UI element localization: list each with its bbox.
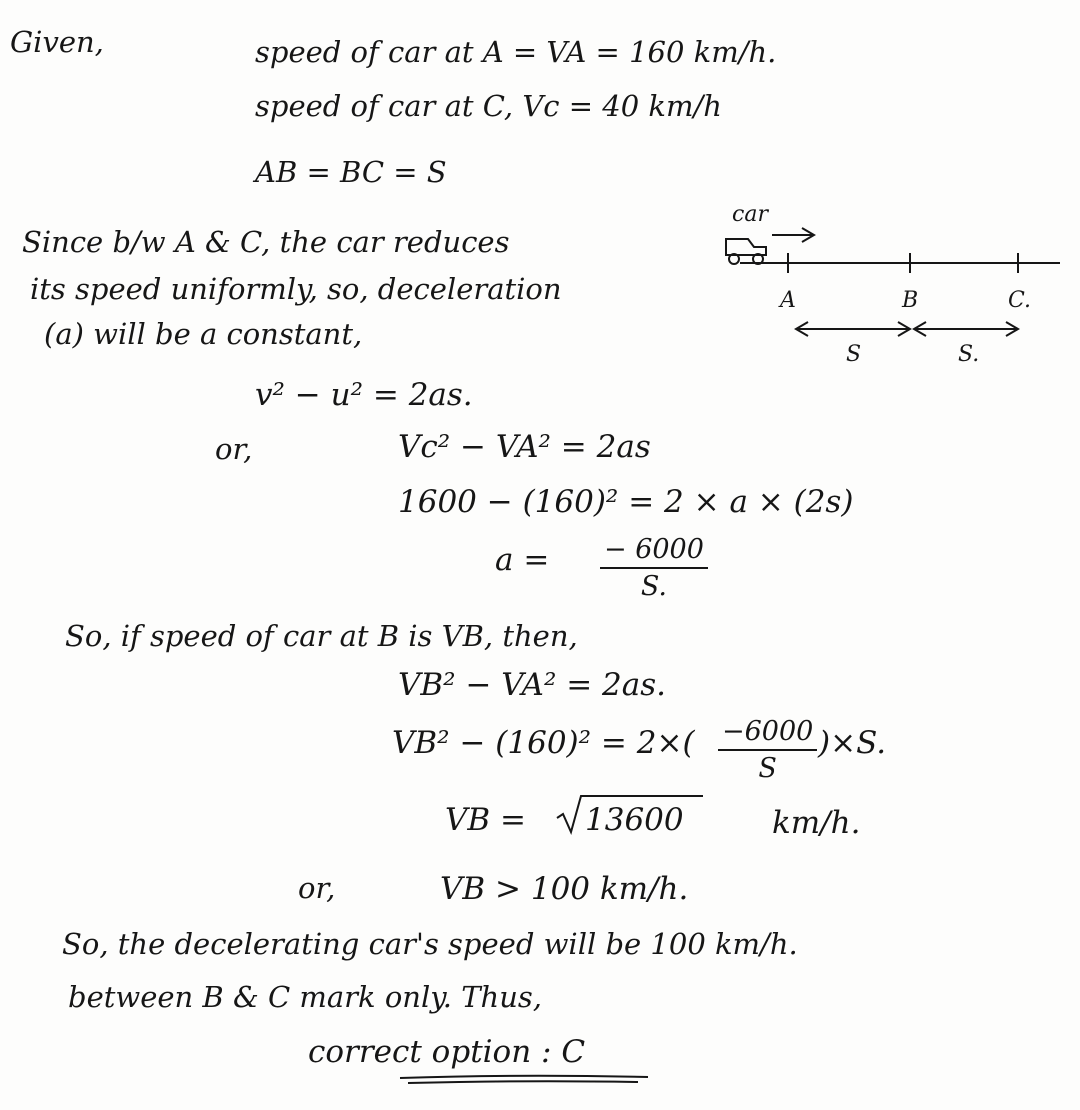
motion-diagram	[700, 195, 1070, 370]
speed-b-root-value: 13600	[585, 802, 684, 838]
conclusion-line-1: So, the decelerating car's speed will be 100 km/h.	[62, 927, 798, 961]
deceleration-lhs: a =	[495, 542, 550, 578]
deceleration-denominator: S.	[640, 571, 668, 602]
speed-b-substitution-lhs: VB² − (160)² = 2×(	[392, 725, 695, 761]
given-label: Given,	[10, 25, 104, 59]
equation-a-to-c: Vc² − VA² = 2as	[398, 429, 651, 465]
speed-b-equation: VB² − VA² = 2as.	[398, 667, 667, 703]
speed-b-substitution-rhs: )×S.	[818, 725, 887, 761]
point-b-label: B	[902, 288, 919, 313]
or-label-2: or,	[298, 871, 336, 905]
given-distance: AB = BC = S	[255, 155, 447, 189]
car-icon	[726, 239, 766, 264]
point-c-label: C.	[1008, 288, 1032, 313]
speed-b-unit: km/h.	[772, 805, 861, 841]
equation-substituted: 1600 − (160)² = 2 × a × (2s)	[398, 484, 854, 520]
speed-b-intro: So, if speed of car at B is VB, then,	[65, 619, 578, 653]
explanation-line-3: (a) will be a constant,	[44, 317, 363, 351]
conclusion-line-2: between B & C mark only. Thus,	[68, 980, 543, 1014]
speed-b-fraction	[718, 716, 817, 784]
answer-underline	[398, 1072, 658, 1086]
deceleration-numerator: − 6000	[600, 534, 708, 569]
arrow-right-icon	[772, 228, 814, 242]
speed-b-denominator: S	[758, 753, 777, 784]
car-label: car	[732, 202, 768, 227]
kinematics-equation: v² − u² = 2as.	[255, 377, 473, 413]
given-speed-c: speed of car at C, Vc = 40 km/h	[255, 89, 722, 123]
speed-b-result-lhs: VB =	[445, 802, 526, 838]
distance-ab-label: S	[846, 342, 862, 367]
point-a-label: A	[780, 288, 796, 313]
speed-b-numerator: −6000	[718, 716, 817, 751]
speed-b-inequality: VB > 100 km/h.	[440, 871, 689, 907]
distance-bc-label: S.	[958, 342, 980, 367]
answer-text: correct option : C	[308, 1034, 586, 1070]
explanation-line-1: Since b/w A & C, the car reduces	[22, 225, 510, 259]
distance-bc-arrow	[914, 322, 1018, 336]
distance-ab-arrow	[796, 322, 910, 336]
explanation-line-2: its speed uniformly, so, deceleration	[30, 272, 562, 306]
given-speed-a: speed of car at A = VA = 160 km/h.	[255, 35, 777, 69]
or-label-1: or,	[215, 432, 253, 466]
deceleration-fraction	[600, 534, 708, 602]
